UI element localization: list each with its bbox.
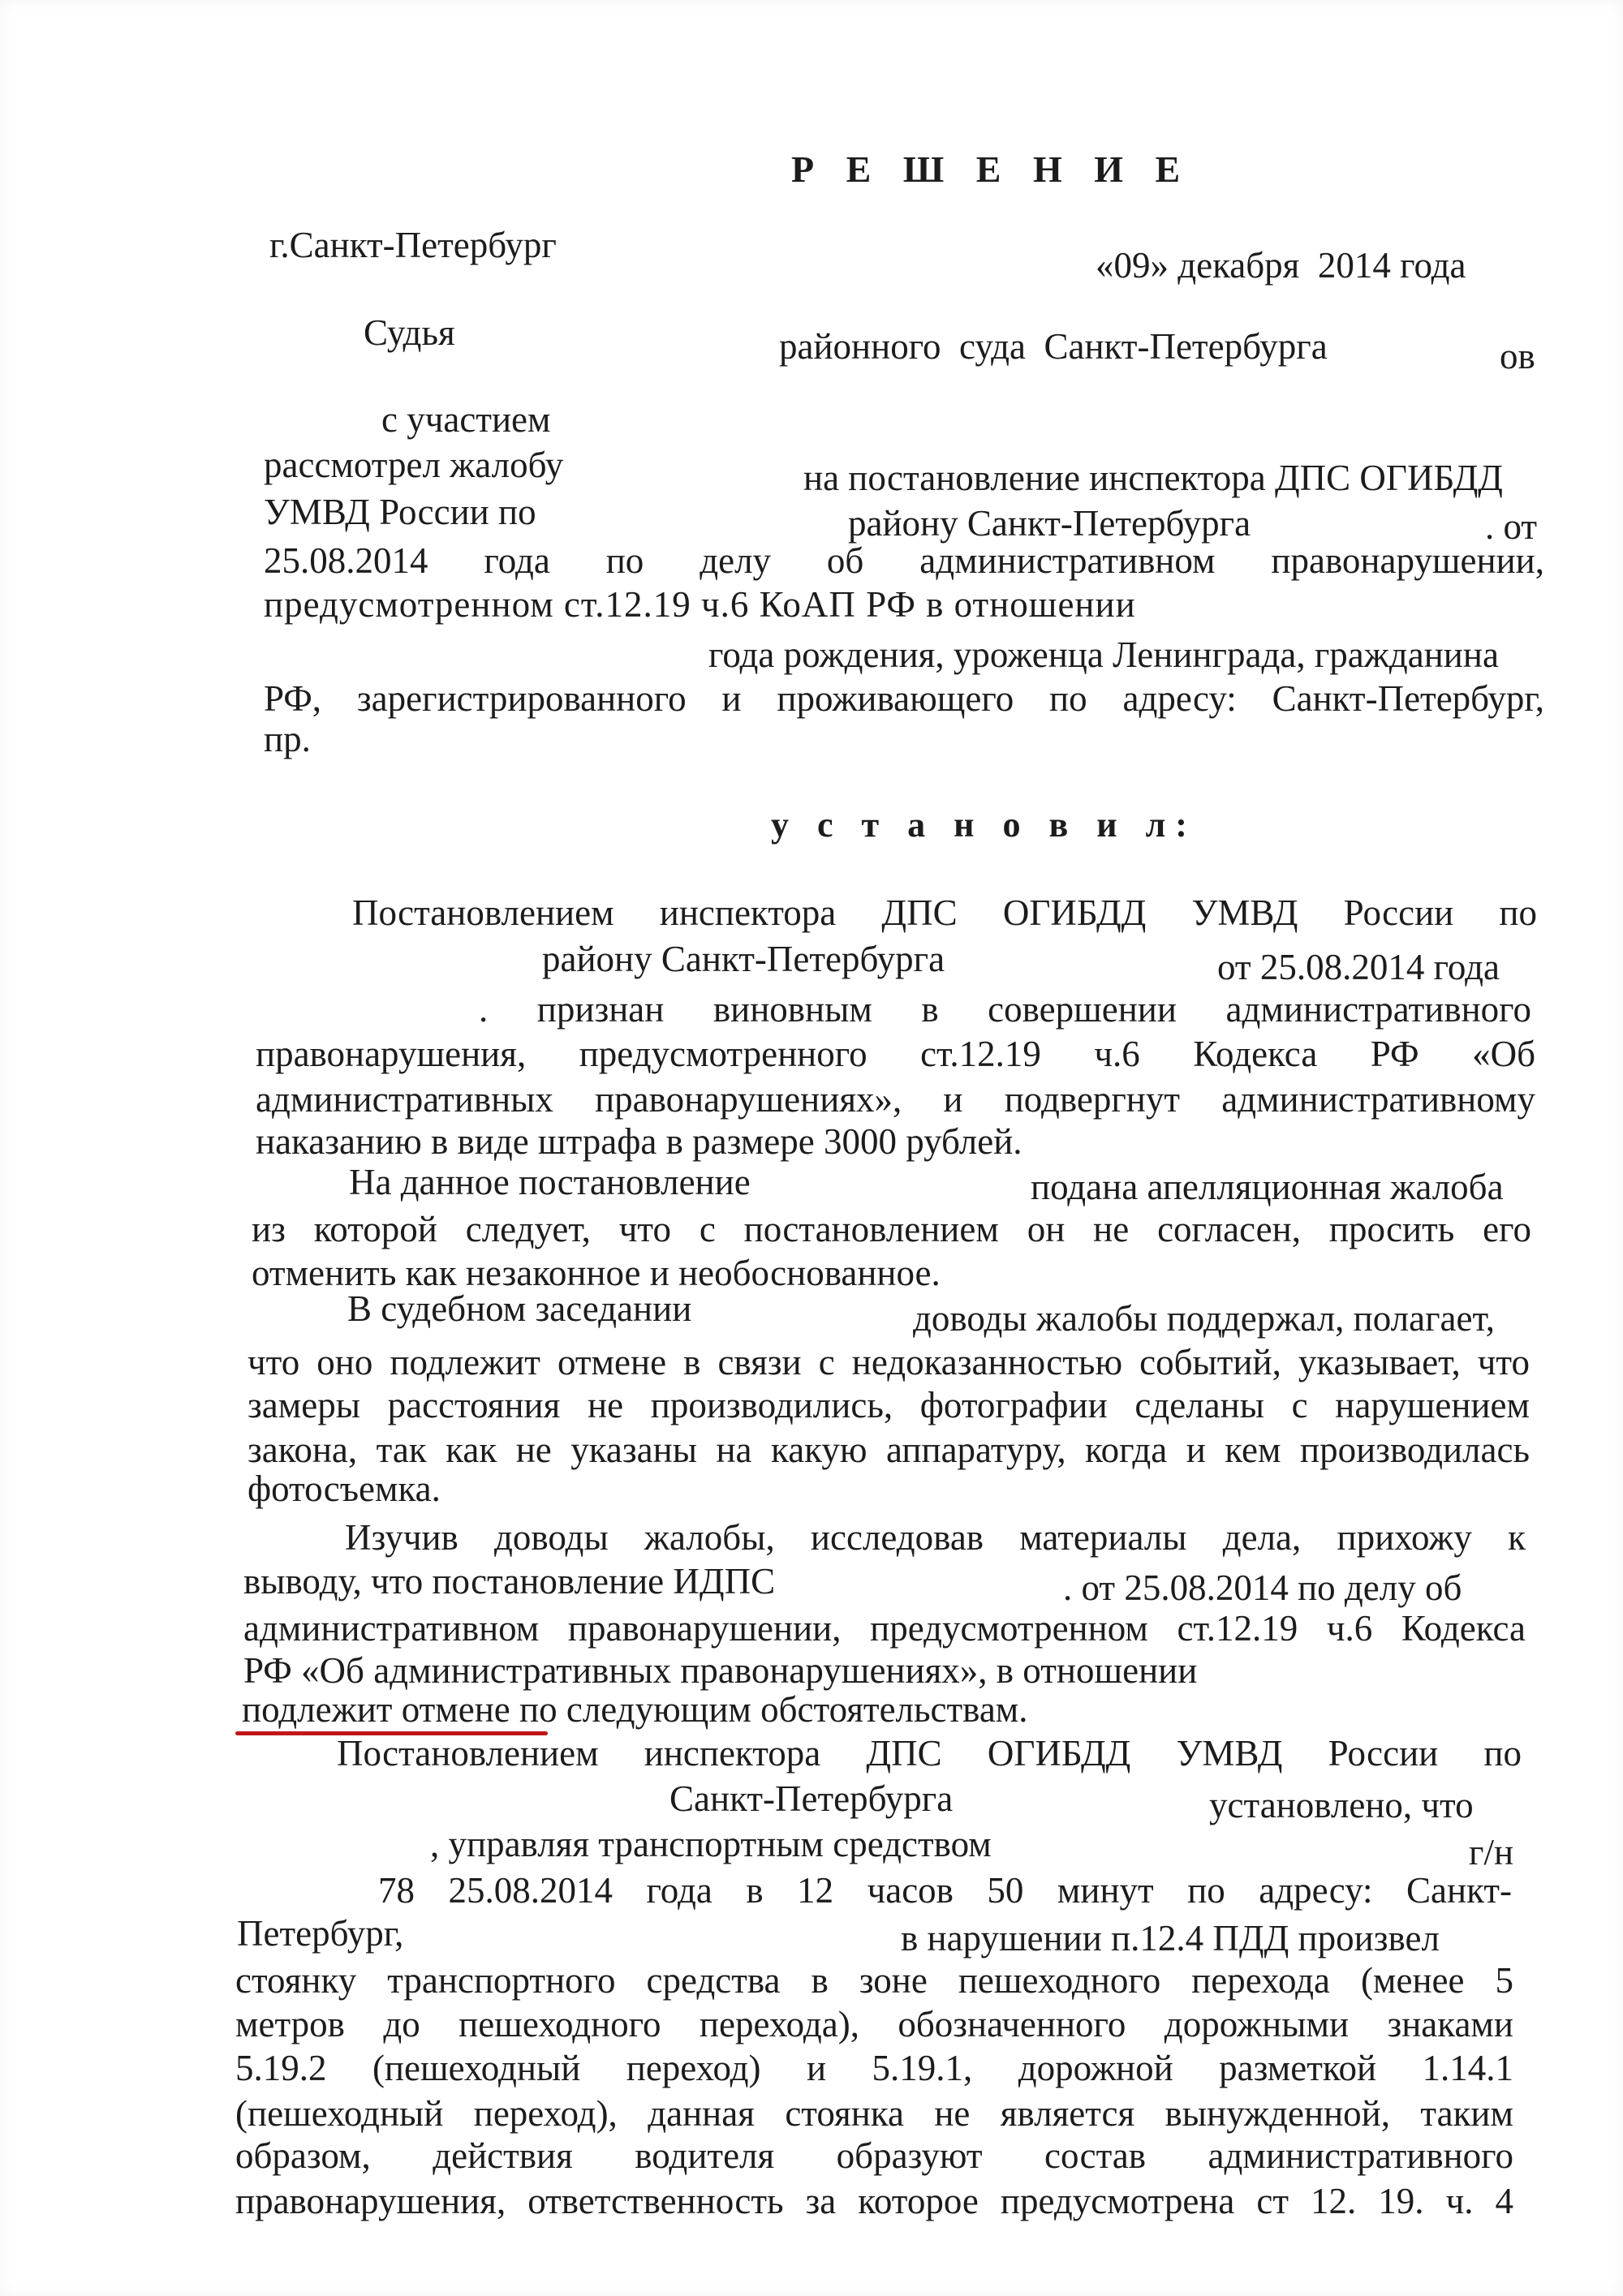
para1-line6: наказанию в виде штрафа в размере 3000 рублей. [256, 1121, 1022, 1162]
para3-line4: закона, так как не указаны на какую аппаратуру, когда и кем производилась [248, 1430, 1530, 1470]
para5-line5-end: в нарушении п.12.4 ПДД произвел [901, 1918, 1440, 1958]
para2-line1-start: На данное постановление [349, 1162, 751, 1202]
para2-line2: из которой следует, что с постановлением он не согласен, просить его [252, 1209, 1531, 1249]
case-date-line: 25.08.2014 года по делу об административном правонарушении, [264, 540, 1544, 581]
participation-line: с участием [381, 399, 551, 440]
para3-line3: замеры расстояния не производились, фотографии сделаны с нарушением [248, 1385, 1530, 1425]
para4-line4: РФ «Об административных правонарушениях», в отношении [243, 1650, 1198, 1691]
section-title: у с т а н о в и л: [771, 805, 1197, 845]
para1-line2-end: от 25.08.2014 года [1217, 947, 1500, 987]
para3-line5: фотосъемка. [248, 1468, 441, 1509]
para3-line1-end: доводы жалобы поддержал, полагает, [913, 1298, 1496, 1339]
para4-line2-end: . от 25.08.2014 по делу об [1063, 1567, 1462, 1608]
para1-line5: административных правонарушениях», и подвергнут административному [256, 1079, 1535, 1120]
para2-line3: отменить как незаконное и необоснованное. [252, 1253, 941, 1293]
para1-line3: . признан виновным в совершении административного [479, 989, 1531, 1030]
judge-label: Судья [364, 312, 455, 353]
para5-line1: Постановлением инспектора ДПС ОГИБДД УМВД России по [337, 1733, 1522, 1774]
para5-line3-start: , управляя транспортным средством [430, 1824, 992, 1864]
city: г.Санкт-Петербург [269, 225, 557, 265]
para5-line3-end: г/н [1469, 1832, 1514, 1872]
para1-line4: правонарушения, предусмотренного ст.12.19 ч.6 Кодекса РФ «Об [256, 1034, 1535, 1074]
para2-line1-end: подана апелляционная жалоба [1031, 1167, 1504, 1207]
para5-line7: метров до пешеходного перехода), обозначенного дорожными знаками [235, 2004, 1513, 2044]
para5-line11: правонарушения, ответственность за которое предусмотрена ст 12. 19. ч. 4 [235, 2181, 1513, 2221]
judge-name-tail: ов [1500, 336, 1535, 376]
para5-line6: стоянку транспортного средства в зоне пешеходного перехода (менее 5 [235, 1960, 1513, 2001]
decision-date: «09» декабря 2014 года [1096, 245, 1466, 286]
umvd-line-mid: району Санкт-Петербурга [848, 503, 1251, 544]
document-title: Р Е Ш Е Н И Е [791, 148, 1192, 190]
birth-line: года рождения, уроженца Ленинграда, гражданина [708, 634, 1499, 675]
para4-line1: Изучив доводы жалобы, исследовав материалы дела, прихожу к [345, 1517, 1526, 1558]
para4-line5: подлежит отмене по следующим обстоятельствам. [242, 1689, 1028, 1730]
para1-line1: Постановлением инспектора ДПС ОГИБДД УМВД России по [352, 892, 1537, 933]
umvd-line-start: УМВД России по [264, 492, 536, 532]
para3-line1-start: В судебном заседании [347, 1288, 692, 1329]
para5-line10: образом, действия водителя образуют состав административного [235, 2135, 1513, 2176]
para3-line2: что оно подлежит отмене в связи с недоказанностью событий, указывает, что [248, 1342, 1530, 1382]
para5-line2-start: Санкт-Петербурга [669, 1778, 954, 1819]
para5-line9: (пешеходный переход), данная стоянка не является вынужденной, таким [235, 2093, 1513, 2134]
para4-line2-start: выводу, что постановление ИДПС [243, 1561, 776, 1602]
umvd-line-end: . от [1485, 506, 1538, 547]
para1-line2-start: району Санкт-Петербурга [542, 939, 945, 979]
para5-line8: 5.19.2 (пешеходный переход) и 5.19.1, дорожной разметкой 1.14.1 [235, 2048, 1513, 2088]
para5-line2-end: установлено, что [1209, 1785, 1474, 1825]
judge-court: районного суда Санкт-Петербурга [779, 326, 1346, 367]
complaint-line-end: на постановление инспектора ДПС ОГИБДД [803, 458, 1503, 498]
para4-line3: административном правонарушении, предусмотренном ст.12.19 ч.6 Кодекса [243, 1608, 1526, 1649]
registration-line: РФ, зарегистрированного и проживающего по адресу: Санкт-Петербург, [264, 678, 1544, 719]
address-line: пр. [264, 719, 311, 759]
article-line: предусмотренном ст.12.19 ч.6 КоАП РФ в отношении [264, 584, 1136, 625]
para5-line5-start: Петербург, [237, 1913, 404, 1954]
para5-line4: 78 25.08.2014 года в 12 часов 50 минут по адресу: Санкт- [378, 1870, 1512, 1911]
complaint-line-start: рассмотрел жалобу [264, 445, 564, 485]
